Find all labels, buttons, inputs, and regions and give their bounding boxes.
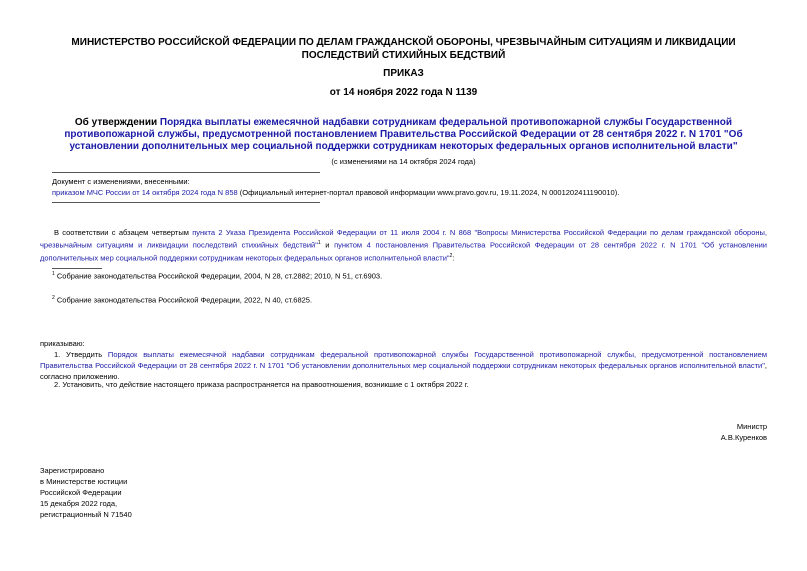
order-item-2: 2. Установить, что действие настоящего приказа распространяется на правоотношения, возникшие с 1 октября 2022 г.	[54, 380, 469, 389]
amendments-bottom-rule	[52, 202, 320, 203]
signatory-position: Министр	[736, 422, 767, 431]
footnote-rule	[52, 268, 102, 269]
registration-line: регистрационный N 71540	[40, 510, 132, 519]
item-1-prefix: 1. Утвердить	[54, 350, 108, 359]
order-date-number: от 14 ноября 2022 года N 1139	[329, 87, 478, 98]
ministry-header: МИНИСТЕРСТВО РОССИЙСКОЙ ФЕДЕРАЦИИ ПО ДЕЛАМ ГРАЖДАНСКОЙ ОБОРОНЫ, ЧРЕЗВЫЧАЙНЫМ СИТУАЦИЯМ И ЛИКВИДАЦИИ ПОСЛЕДСТВИЙ СТИХИЙНЫХ БЕДСТВИЙ	[71, 37, 736, 61]
registration-line: 15 декабря 2022 года,	[40, 499, 118, 508]
preamble-text-2: и	[320, 240, 335, 250]
title-link[interactable]: Порядка выплаты ежемесячной надбавки сотрудникам федеральной противопожарной службы Государственной противопожарной службы, предусмотренной постановлением Правительства Российской Федерации от 28 сентября 2022 г. N 1701 "Об установлении дополнительных мер социальной поддержки сотрудникам некоторых федеральных органов исполнительной власти"	[64, 117, 743, 152]
amendments-top-rule	[52, 172, 320, 173]
order-item-1	[40, 349, 767, 382]
amendments-block	[52, 176, 619, 198]
amendments-label: Документ с изменениями, внесенными:	[52, 177, 190, 186]
amendments-source: (Официальный интернет-портал правовой информации www.pravo.gov.ru, 19.11.2024, N 0001202411190010).	[237, 188, 620, 197]
signatory-name: А.В.Куренков	[720, 433, 767, 442]
registration-block	[40, 465, 132, 520]
order-intro: приказываю:	[40, 339, 85, 348]
signature-block	[560, 421, 767, 443]
registration-line: в Министерстве юстиции	[40, 477, 128, 486]
amendments-link[interactable]: приказом МЧС России от 14 октября 2024 года N 858	[52, 188, 238, 197]
footnote-mark-2: 2	[52, 295, 55, 301]
item-1-suffix: , согласно приложению.	[40, 361, 767, 381]
title-prefix: Об утверждении	[74, 117, 160, 128]
registration-line: Зарегистрировано	[40, 466, 105, 475]
footnote-ref-2[interactable]: 2	[449, 252, 453, 259]
decree-link[interactable]: пункта 2 Указа Президента Российской Федерации от 11 июля 2004 г. N 868 "Вопросы Министерства Российской Федерации по делам гражданской обороны, чрезвычайным ситуациям и ликвидации последствий стихийных бедствий"	[40, 228, 767, 250]
procedure-link[interactable]: Порядок выплаты ежемесячной надбавки сотрудникам федеральной противопожарной службы Государственной противопожарной службы, предусмотренной постановлением Правительства Российской Федерации от 28 сентября 2022 г. N 1701 "Об установлении дополнительных мер социальной поддержки сотрудникам некоторых федеральных органов исполнительной власти"	[40, 350, 767, 370]
preamble-text-3: :	[452, 253, 455, 262]
preamble-text-1: В соответствии с абзацем четвертым	[54, 228, 193, 237]
document-type: ПРИКАЗ	[383, 68, 424, 79]
changes-note: (с изменениями на 14 октября 2024 года)	[331, 157, 476, 166]
footnote-mark-1: 1	[52, 271, 55, 277]
resolution-link[interactable]: пунктом 4 постановления Правительства Российской Федерации от 28 сентября 2022 г. N 1701 "Об установлении дополнительных мер социальной поддержки сотрудникам некоторых федеральных органов исполнительной власти"	[40, 240, 767, 262]
footnote-ref-1[interactable]: 1	[317, 240, 321, 246]
footnote-2	[52, 295, 312, 305]
amendments-line	[52, 187, 619, 198]
footnote-text-1: Собрание законодательства Российской Федерации, 2004, N 28, ст.2882; 2010, N 51, ст.6903.	[54, 271, 383, 281]
footnote-text-2: Собрание законодательства Российской Федерации, 2022, N 40, ст.6825.	[54, 295, 313, 305]
footnote-1	[52, 271, 382, 281]
order-title	[44, 117, 763, 153]
preamble-paragraph	[40, 227, 767, 263]
registration-line: Российской Федерации	[40, 488, 122, 497]
